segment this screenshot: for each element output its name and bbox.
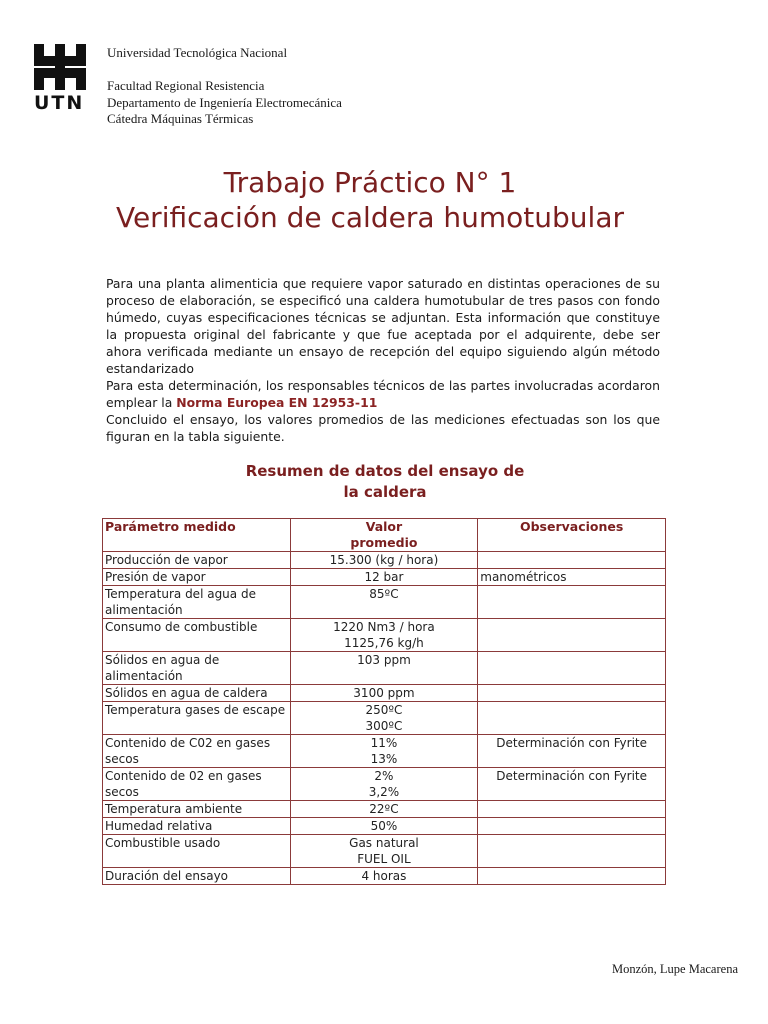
- cell-observation: [478, 552, 666, 569]
- cell-parameter: Sólidos en agua de alimentación: [103, 652, 291, 685]
- cell-observation: [478, 652, 666, 685]
- table-row: [103, 619, 666, 652]
- table-row: [103, 768, 666, 801]
- title-line-1: Trabajo Práctico N° 1: [223, 166, 517, 199]
- document-title: [0, 165, 740, 235]
- data-table: [102, 518, 666, 885]
- cell-parameter: Humedad relativa: [103, 818, 291, 835]
- cell-parameter: Producción de vapor: [103, 552, 291, 569]
- table-row: [103, 702, 666, 735]
- cell-value: 2% 3,2%: [290, 768, 478, 801]
- cell-parameter: Combustible usado: [103, 835, 291, 868]
- table-header-row: [103, 519, 666, 552]
- department-name: Departamento de Ingeniería Electromecánica: [107, 94, 342, 110]
- cell-value: 103 ppm: [290, 652, 478, 685]
- table-row: [103, 735, 666, 768]
- cell-observation: Determinación con Fyrite: [478, 735, 666, 768]
- paragraph-1: Para una planta alimenticia que requiere vapor saturado en distintas operaciones de su proceso de elaboración, se especificó una caldera humotubular de tres pasos con fondo húmedo, cuyas especificaciones técnicas se adjuntan. Esta información que constituye la propuesta original del fabricante y que fue aceptada por el adquirente, debe ser ahora verificada mediante un ensayo de recepción del equipo siguiendo algún método estandarizado: [106, 276, 660, 376]
- table-row: [103, 801, 666, 818]
- table-row: [103, 552, 666, 569]
- cell-observation: [478, 835, 666, 868]
- title-line-2: Verificación de caldera humotubular: [115, 201, 625, 234]
- faculty-name: Facultad Regional Resistencia: [107, 78, 265, 93]
- table-row: [103, 835, 666, 868]
- paragraph-3: Concluido el ensayo, los valores promedios de las mediciones efectuadas son los que figuran en la tabla siguiente.: [106, 412, 660, 444]
- cell-observation: [478, 818, 666, 835]
- cell-parameter: Duración del ensayo: [103, 868, 291, 885]
- cell-parameter: Temperatura ambiente: [103, 801, 291, 818]
- header-valor: Valor promedio: [290, 519, 478, 552]
- table-title-line-2: la caldera: [343, 483, 427, 501]
- header-parametro: Parámetro medido: [103, 519, 291, 552]
- author-name: Monzón, Lupe Macarena: [612, 962, 738, 976]
- cell-value: 22ºC: [290, 801, 478, 818]
- cell-value: 50%: [290, 818, 478, 835]
- cell-observation: [478, 619, 666, 652]
- table-row: [103, 569, 666, 586]
- cell-parameter: Contenido de C02 en gases secos: [103, 735, 291, 768]
- cell-observation: Determinación con Fyrite: [478, 768, 666, 801]
- cell-value: 15.300 (kg / hora): [290, 552, 478, 569]
- cell-value: 1220 Nm3 / hora 1125,76 kg/h: [290, 619, 478, 652]
- cell-value: 11% 13%: [290, 735, 478, 768]
- table-title: [200, 461, 570, 503]
- cell-observation: [478, 868, 666, 885]
- table-row: [103, 818, 666, 835]
- cell-value: 12 bar: [290, 569, 478, 586]
- cell-parameter: Consumo de combustible: [103, 619, 291, 652]
- table-row: [103, 586, 666, 619]
- logo-text: UTN: [34, 92, 85, 114]
- utn-emblem-icon: [34, 44, 86, 90]
- cell-parameter: Contenido de 02 en gases secos: [103, 768, 291, 801]
- cell-observation: manométricos: [478, 569, 666, 586]
- table-row: [103, 868, 666, 885]
- table-row: [103, 685, 666, 702]
- cell-value: 3100 ppm: [290, 685, 478, 702]
- cell-value: 250ºC 300ºC: [290, 702, 478, 735]
- table-row: [103, 652, 666, 685]
- institution-header: [107, 45, 342, 128]
- cell-value: 4 horas: [290, 868, 478, 885]
- cell-observation: [478, 801, 666, 818]
- body-text: [106, 275, 660, 445]
- cell-parameter: Sólidos en agua de caldera: [103, 685, 291, 702]
- table-title-line-1: Resumen de datos del ensayo de: [245, 462, 525, 480]
- cell-parameter: Presión de vapor: [103, 569, 291, 586]
- utn-logo: [34, 44, 92, 114]
- cell-parameter: Temperatura gases de escape: [103, 702, 291, 735]
- paragraph-2: [106, 377, 660, 411]
- cell-observation: [478, 586, 666, 619]
- cell-value: Gas natural FUEL OIL: [290, 835, 478, 868]
- header-observaciones: Observaciones: [478, 519, 666, 552]
- university-name: Universidad Tecnológica Nacional: [107, 45, 288, 60]
- cell-value: 85ºC: [290, 586, 478, 619]
- norma-reference: Norma Europea EN 12953-11: [176, 395, 378, 410]
- cell-observation: [478, 702, 666, 735]
- cell-observation: [478, 685, 666, 702]
- chair-name: Cátedra Máquinas Térmicas: [107, 111, 254, 126]
- paragraph-2-text: Para esta determinación, los responsables técnicos de las partes involucradas acordaron emplear la: [106, 378, 660, 410]
- cell-parameter: Temperatura del agua de alimentación: [103, 586, 291, 619]
